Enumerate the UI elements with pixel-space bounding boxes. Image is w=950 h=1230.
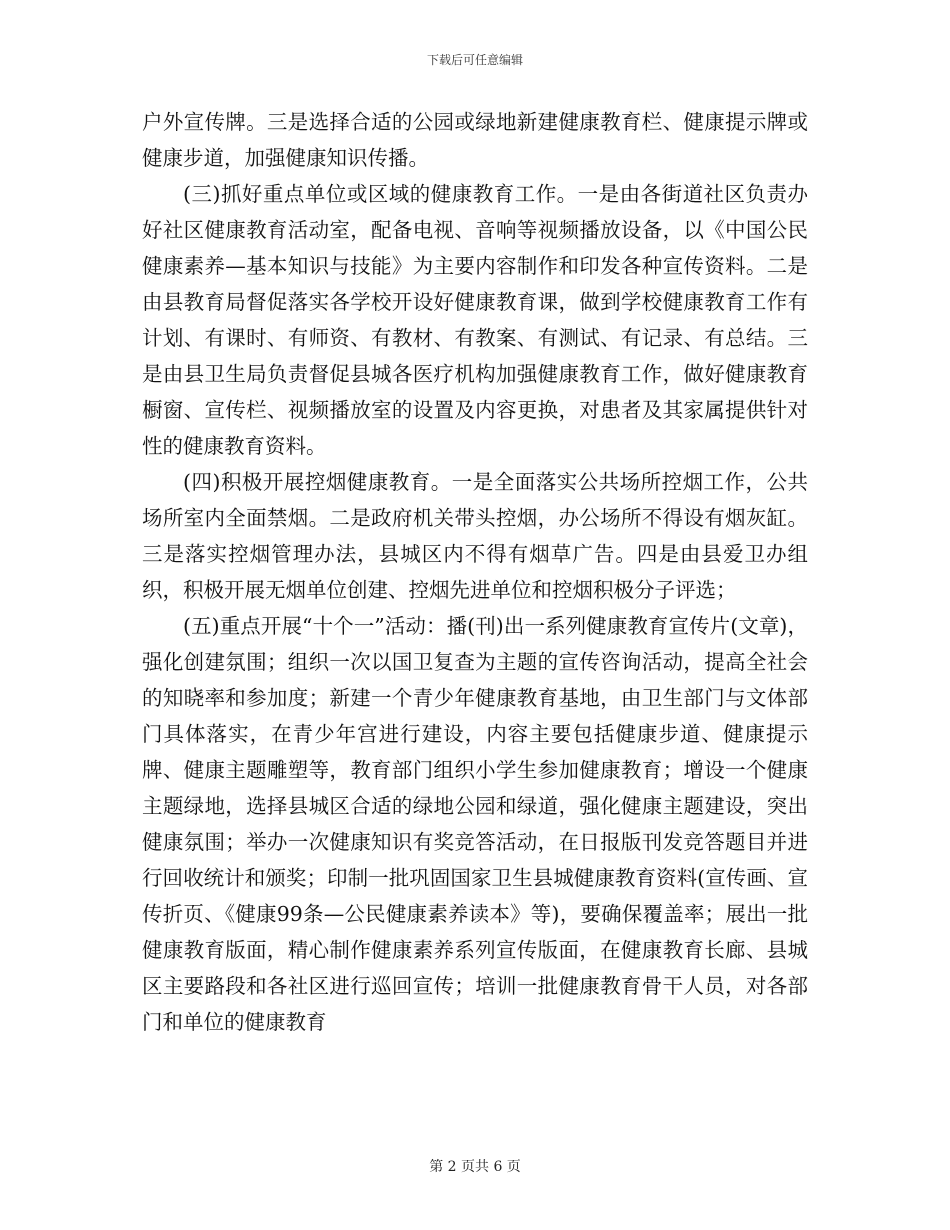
paragraph-section-4: (四)积极开展控烟健康教育。一是全面落实公共场所控烟工作，公共场所室内全面禁烟。二是政府机关带头控烟，办公场所不得设有烟灰缸。三是落实控烟管理办法，县城区内不得有烟草广告。四是由县爱卫办组织，积极开展无烟单位创建、控烟先进单位和控烟积极分子评选； [142, 470, 808, 602]
page-number: 第 2 页共 6 页 [429, 1159, 521, 1175]
page-header-note: 下载后可任意编辑 [426, 53, 523, 67]
document-body [142, 104, 808, 1040]
paragraph-section-3: (三)抓好重点单位或区域的健康教育工作。一是由各街道社区负责办好社区健康教育活动室，配备电视、音响等视频播放设备，以《中国公民健康素养—基本知识与技能》为主要内容制作和印发各种宣传资料。二是由县教育局督促落实各学校开设好健康教育课，做到学校健康教育工作有计划、有课时、有师资、有教材、有教案、有测试、有记录、有总结。三是由县卫生局负责督促县城各医疗机构加强健康教育工作，做好健康教育橱窗、宣传栏、视频播放室的设置及内容更换，对患者及其家属提供针对性的健康教育资料。 [142, 182, 808, 458]
paragraph-section-5: (五)重点开展“十个一”活动：播(刊)出一系列健康教育宣传片(文章)，强化创建氛围；组织一次以国卫复查为主题的宣传咨询活动，提高全社会的知晓率和参加度；新建一个青少年健康教育基地，由卫生部门与文体部门具体落实，在青少年宫进行建设，内容主要包括健康步道、健康提示牌、健康主题雕塑等，教育部门组织小学生参加健康教育；增设一个健康主题绿地，选择县城区合适的绿地公园和绿道，强化健康主题建设，突出健康氛围；举办一次健康知识有奖竞答活动，在日报版刊发竞答题目并进行回收统计和颁奖；印制一批巩固国家卫生县城健康教育资料(宣传画、宣传折页、《健康99条—公民健康素养读本》等)，要确保覆盖率；展出一批健康教育版面，精心制作健康素养系列宣传版面，在健康教育长廊、县城区主要路段和各社区进行巡回宣传；培训一批健康教育骨干人员，对各部门和单位的健康教育 [142, 614, 808, 1034]
paragraph-continuation: 户外宣传牌。三是选择合适的公园或绿地新建健康教育栏、健康提示牌或健康步道，加强健康知识传播。 [142, 110, 808, 170]
